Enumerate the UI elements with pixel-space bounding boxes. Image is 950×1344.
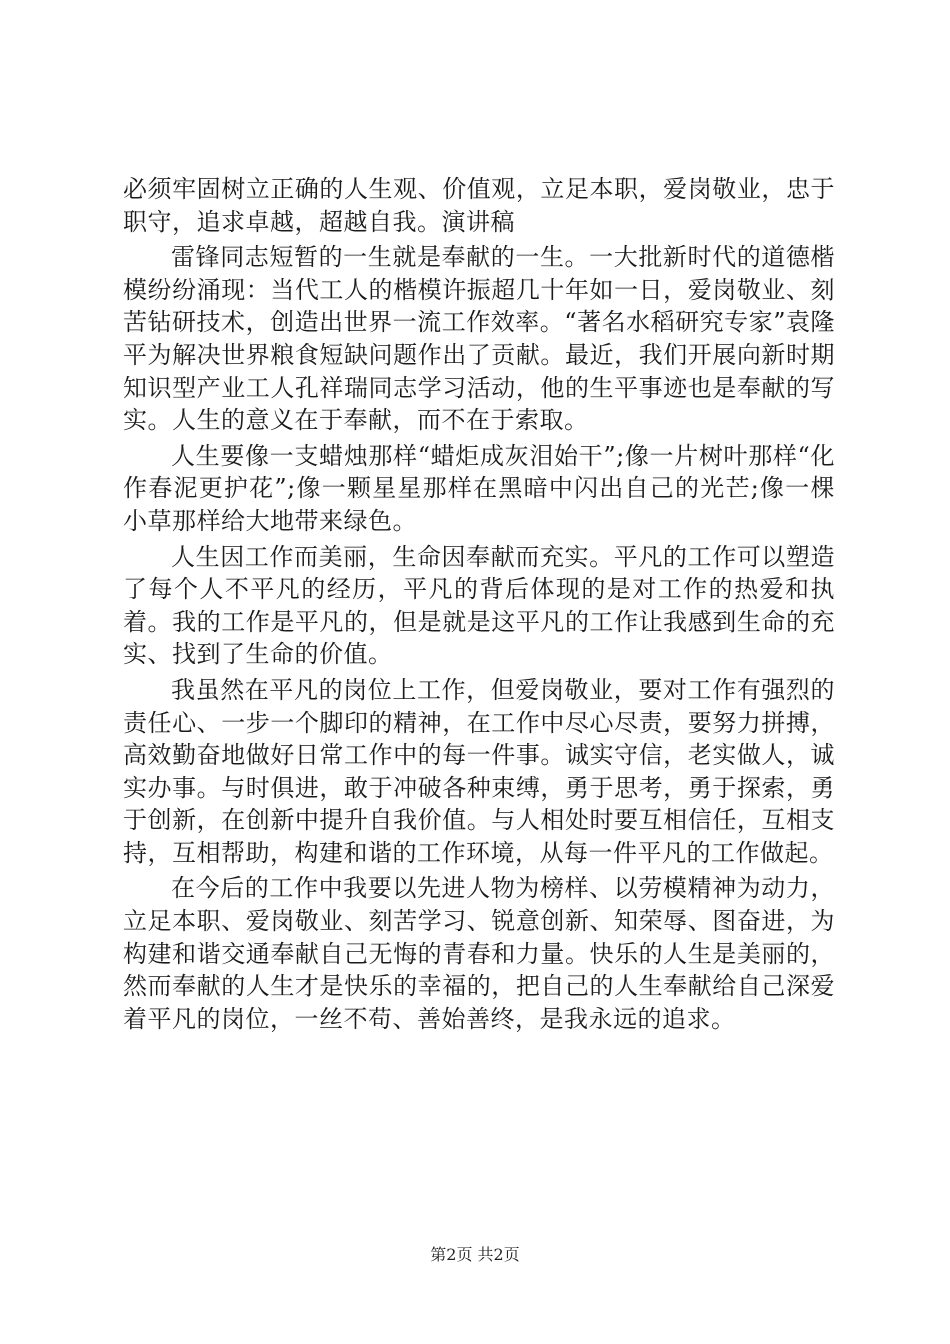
page-footer: 第2页 共2页 xyxy=(430,1245,520,1264)
paragraph-4: 人生因工作而美丽，生命因奉献而充实。平凡的工作可以塑造了每个人不平凡的经历，平凡的背后体现的是对工作的热爱和执着。我的工作是平凡的，但是就是这平凡的工作让我感到生命的充实、找到了生命的价值。 xyxy=(123,542,835,669)
paragraph-5: 我虽然在平凡的岗位上工作，但爱岗敬业，要对工作有强烈的责任心、一步一个脚印的精神，在工作中尽心尽责，要努力拼搏，高效勤奋地做好日常工作中的每一件事。诚实守信，老实做人，诚实办事。与时俱进，敢于冲破各种束缚，勇于思考，勇于探索，勇于创新，在创新中提升自我价值。与人相处时要互相信任，互相支持，互相帮助，构建和谐的工作环境，从每一件平凡的工作做起。 xyxy=(123,675,835,867)
document-body xyxy=(123,173,835,1035)
paragraph-3: 人生要像一支蜡烛那样“蜡炬成灰泪始干”;像一片树叶那样“化作春泥更护花”;像一颗星星那样在黑暗中闪出自己的光芒;像一棵小草那样给大地带来绿色。 xyxy=(123,441,835,535)
paragraph-1: 必须牢固树立正确的人生观、价值观，立足本职，爱岗敬业，忠于职守，追求卓越，超越自我。演讲稿 xyxy=(123,175,835,236)
paragraph-6: 在今后的工作中我要以先进人物为榜样、以劳模精神为动力，立足本职、爱岗敬业、刻苦学习、锐意创新、知荣辱、图奋进，为构建和谐交通奉献自己无悔的青春和力量。快乐的人生是美丽的，然而奉献的人生才是快乐的幸福的，把自己的人生奉献给自己深爱着平凡的岗位，一丝不苟、善始善终，是我永远的追求。 xyxy=(123,874,835,1033)
paragraph-2: 雷锋同志短暂的一生就是奉献的一生。一大批新时代的道德楷模纷纷涌现：当代工人的楷模许振超几十年如一日，爱岗敬业、刻苦钻研技术，创造出世界一流工作效率。“著名水稻研究专家”袁隆平为解决世界粮食短缺问题作出了贡献。最近，我们开展向新时期知识型产业工人孔祥瑞同志学习活动，他的生平事迹也是奉献的写实。人生的意义在于奉献，而不在于索取。 xyxy=(123,243,835,435)
